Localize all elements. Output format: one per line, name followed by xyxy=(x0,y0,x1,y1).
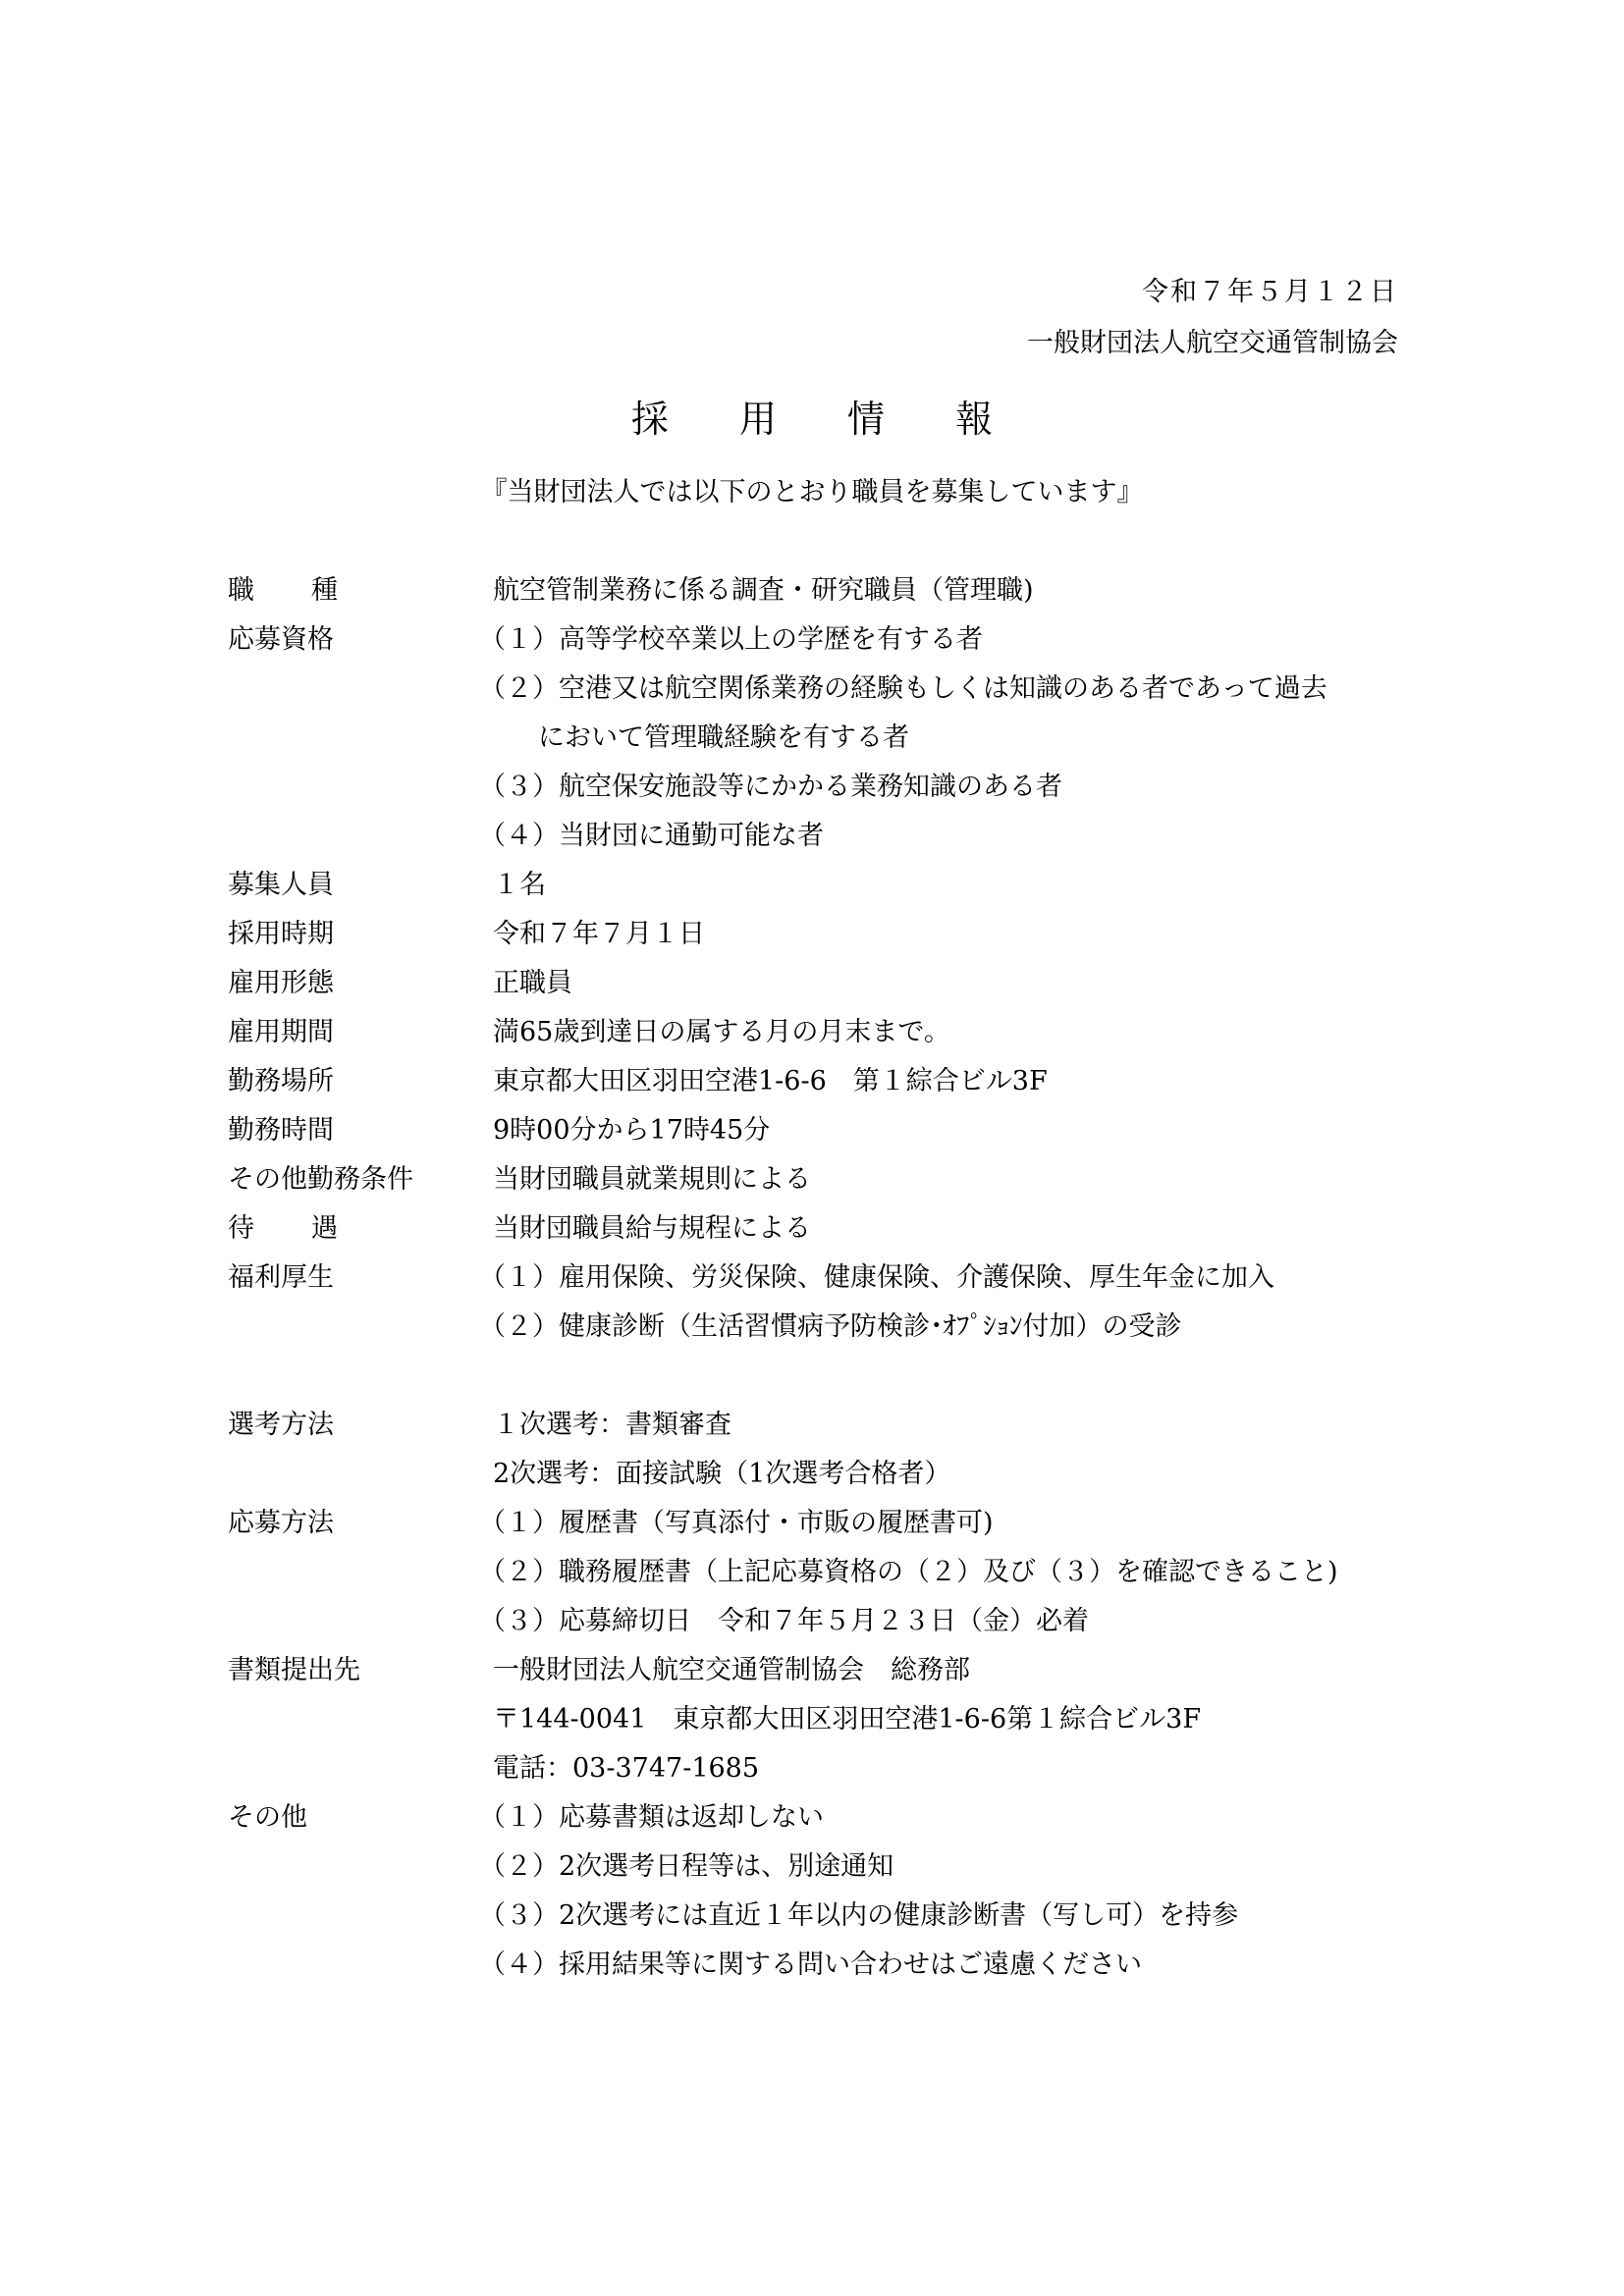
label-openings: 募集人員 xyxy=(228,870,334,900)
value-submission-2: 〒144-0041 東京都大田区羽田空港1-6-6第１綜合ビル3F xyxy=(493,1704,1202,1735)
label-employment-type: 雇用形態 xyxy=(228,968,334,998)
value-employment-period: 満65歳到達日の属する月の月末まで。 xyxy=(493,1017,950,1047)
value-work-hours: 9時00分から17時45分 xyxy=(493,1115,771,1146)
row-qualification-1 xyxy=(0,620,1624,669)
value-other-2: （２）2次選考日程等は、別途通知 xyxy=(479,1851,894,1882)
row-employment-period xyxy=(0,1013,1624,1062)
row-submission-1 xyxy=(0,1651,1624,1700)
row-other-conditions xyxy=(0,1160,1624,1209)
row-other-3 xyxy=(0,1896,1624,1946)
page-title: 採 用 情 報 xyxy=(630,398,1023,441)
value-qualification-2: （２）空港又は航空関係業務の経験もしくは知識のある者であって過去 xyxy=(479,673,1327,704)
row-submission-3 xyxy=(0,1749,1624,1798)
value-qualification-3: （３）航空保安施設等にかかる業務知識のある者 xyxy=(479,772,1062,802)
row-application-1 xyxy=(0,1504,1624,1553)
label-work-hours: 勤務時間 xyxy=(228,1115,334,1146)
row-selection-2 xyxy=(0,1455,1624,1504)
value-application-2: （２）職務履歴書（上記応募資格の（２）及び（３）を確認できること) xyxy=(479,1557,1338,1587)
row-other-4 xyxy=(0,1946,1624,1995)
value-job-type: 航空管制業務に係る調査・研究職員（管理職) xyxy=(493,575,1034,606)
value-qualification-2-cont: において管理職経験を有する者 xyxy=(538,722,909,753)
value-compensation: 当財団職員給与規程による xyxy=(493,1213,811,1244)
value-benefits-1: （１）雇用保険、労災保険、健康保険、介護保険、厚生年金に加入 xyxy=(479,1262,1274,1293)
value-work-location: 東京都大田区羽田空港1-6-6 第１綜合ビル3F xyxy=(493,1066,1048,1096)
row-qualification-4 xyxy=(0,817,1624,866)
value-start-date: 令和７年７月１日 xyxy=(493,919,705,949)
value-openings: １名 xyxy=(493,870,546,900)
page-subtitle: 『当財団法人では以下のとおり職員を募集しています』 xyxy=(480,477,1144,507)
value-employment-type: 正職員 xyxy=(493,968,572,998)
row-application-2 xyxy=(0,1553,1624,1602)
value-submission-1: 一般財団法人航空交通管制協会 総務部 xyxy=(493,1655,970,1685)
issue-date: 令和７年５月１２日 xyxy=(1142,277,1398,307)
row-job-type xyxy=(0,571,1624,620)
label-qualification: 応募資格 xyxy=(228,624,334,655)
label-submission: 書類提出先 xyxy=(228,1655,360,1685)
row-start-date xyxy=(0,915,1624,964)
value-selection-2: 2次選考：面接試験（1次選考合格者） xyxy=(493,1459,951,1489)
row-work-location xyxy=(0,1062,1624,1111)
row-work-hours xyxy=(0,1111,1624,1160)
value-other-3: （３）2次選考には直近１年以内の健康診断書（写し可）を持参 xyxy=(479,1900,1239,1931)
value-other-1: （１）応募書類は返却しない xyxy=(479,1802,824,1833)
value-benefits-2: （２）健康診断（生活習慣病予防検診･ｵﾌﾟｼｮﾝ付加）の受診 xyxy=(479,1311,1182,1342)
value-other-4: （４）採用結果等に関する問い合わせはご遠慮ください xyxy=(479,1949,1142,1980)
label-other-conditions: その他勤務条件 xyxy=(228,1164,413,1195)
row-other-1 xyxy=(0,1798,1624,1847)
label-start-date: 採用時期 xyxy=(228,919,334,949)
row-application-3 xyxy=(0,1602,1624,1651)
row-qualification-2 xyxy=(0,669,1624,719)
row-qualification-2-cont xyxy=(0,719,1624,768)
value-selection-1: １次選考：書類審査 xyxy=(493,1410,731,1440)
row-employment-type xyxy=(0,964,1624,1013)
label-job-type: 職種 xyxy=(228,575,395,606)
value-submission-3: 電話：03-3747-1685 xyxy=(493,1753,760,1784)
label-other: その他 xyxy=(228,1802,307,1833)
label-employment-period: 雇用期間 xyxy=(228,1017,334,1047)
label-application: 応募方法 xyxy=(228,1508,334,1538)
issuing-organization: 一般財団法人航空交通管制協会 xyxy=(1027,328,1398,358)
value-qualification-4: （４）当財団に通勤可能な者 xyxy=(479,821,824,851)
row-selection-1 xyxy=(0,1406,1624,1455)
row-submission-2 xyxy=(0,1700,1624,1749)
row-benefits-2 xyxy=(0,1308,1624,1357)
recruitment-details xyxy=(0,571,1624,1995)
row-qualification-3 xyxy=(0,768,1624,817)
value-application-3: （３）応募締切日 令和７年５月２３日（金）必着 xyxy=(479,1606,1089,1636)
value-other-conditions: 当財団職員就業規則による xyxy=(493,1164,811,1195)
row-compensation xyxy=(0,1209,1624,1258)
value-application-1: （１）履歴書（写真添付・市販の履歴書可) xyxy=(479,1508,994,1538)
label-compensation: 待遇 xyxy=(228,1213,395,1244)
value-qualification-1: （１）高等学校卒業以上の学歴を有する者 xyxy=(479,624,983,655)
label-selection: 選考方法 xyxy=(228,1410,334,1440)
row-benefits-1 xyxy=(0,1258,1624,1308)
section-spacer xyxy=(0,1357,1624,1406)
row-openings xyxy=(0,866,1624,915)
label-benefits: 福利厚生 xyxy=(228,1262,334,1293)
label-work-location: 勤務場所 xyxy=(228,1066,334,1096)
row-other-2 xyxy=(0,1847,1624,1896)
